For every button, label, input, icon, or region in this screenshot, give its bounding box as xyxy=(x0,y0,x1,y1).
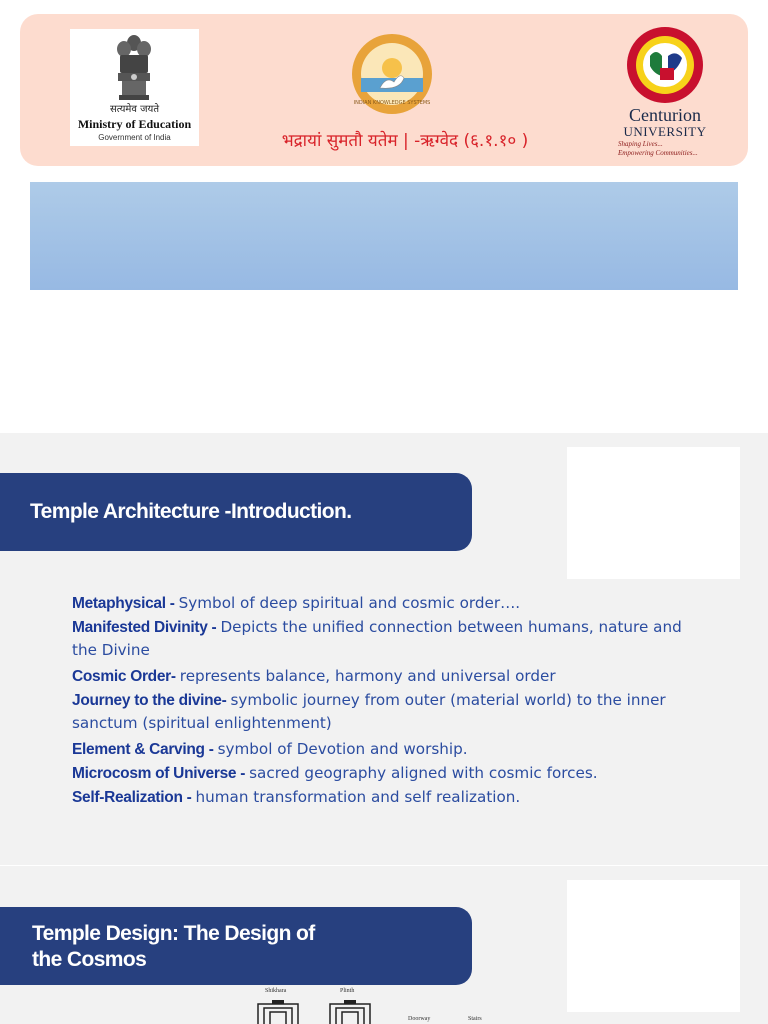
section-heading xyxy=(32,921,315,973)
image-placeholder xyxy=(567,447,740,579)
iks-caption: INDIAN KNOWLEDGE SYSTEMS xyxy=(353,100,431,106)
centurion-tagline-1: Shaping Lives... xyxy=(618,140,663,148)
bullet-list xyxy=(72,592,692,810)
diagram-label-doorway: Doorway xyxy=(408,1016,431,1022)
moe-government-label: Government of India xyxy=(98,133,171,142)
centurion-university-label: UNIVERSITY xyxy=(623,124,707,139)
introduction-slide xyxy=(0,433,768,865)
image-placeholder xyxy=(567,880,740,1012)
temple-plan-diagram xyxy=(250,986,500,1024)
list-item: Microcosm of Universe - sacred geography aligned with cosmic forces. xyxy=(72,764,598,782)
section-heading-line-2: the Cosmos xyxy=(32,948,147,971)
centurion-name: Centurion xyxy=(629,105,701,125)
moe-name: Ministry of Education xyxy=(77,117,192,131)
design-slide xyxy=(0,866,768,1024)
diagram-label-stairs: Stairs xyxy=(468,1016,482,1022)
title-slide xyxy=(0,0,768,432)
centurion-university-emblem-icon xyxy=(616,26,714,104)
section-heading: Temple Architecture -Introduction. xyxy=(30,500,352,523)
sanskrit-quote: भद्रायां सुमतौ यतेम | -ऋग्वेद (६.१.१० ) xyxy=(281,131,529,151)
ministry-of-education-logo xyxy=(70,29,199,146)
moe-motto: सत्यमेव जयते xyxy=(109,104,160,115)
list-item: Self-Realization - human transformation and self realization. xyxy=(72,788,521,806)
section-heading-pill xyxy=(0,473,472,551)
diagram-label-shikhara: Shikhara xyxy=(265,988,287,994)
diagram-label-plinth: Plinth xyxy=(340,988,355,994)
section-heading-line-1: Temple Design: The Design of xyxy=(32,922,315,945)
list-item: Manifested Divinity - Depicts the unified connection between humans, nature and the Divine xyxy=(72,618,682,659)
list-item: Element & Carving - symbol of Devotion and worship. xyxy=(72,740,468,758)
list-item: Cosmic Order- represents balance, harmony and universal order xyxy=(72,667,556,685)
centurion-tagline-2: Empowering Communities... xyxy=(618,149,698,157)
list-item: Metaphysical - Symbol of deep spiritual and cosmic order…. xyxy=(72,594,521,612)
section-heading-pill xyxy=(0,907,472,985)
list-item: Journey to the divine- symbolic journey from outer (material world) to the inner sanctum (spiritual enlightenment) xyxy=(72,691,666,732)
temple-plan-drawing xyxy=(250,998,390,1024)
ashoka-emblem-icon xyxy=(114,33,154,101)
title-placeholder-box xyxy=(30,182,738,290)
